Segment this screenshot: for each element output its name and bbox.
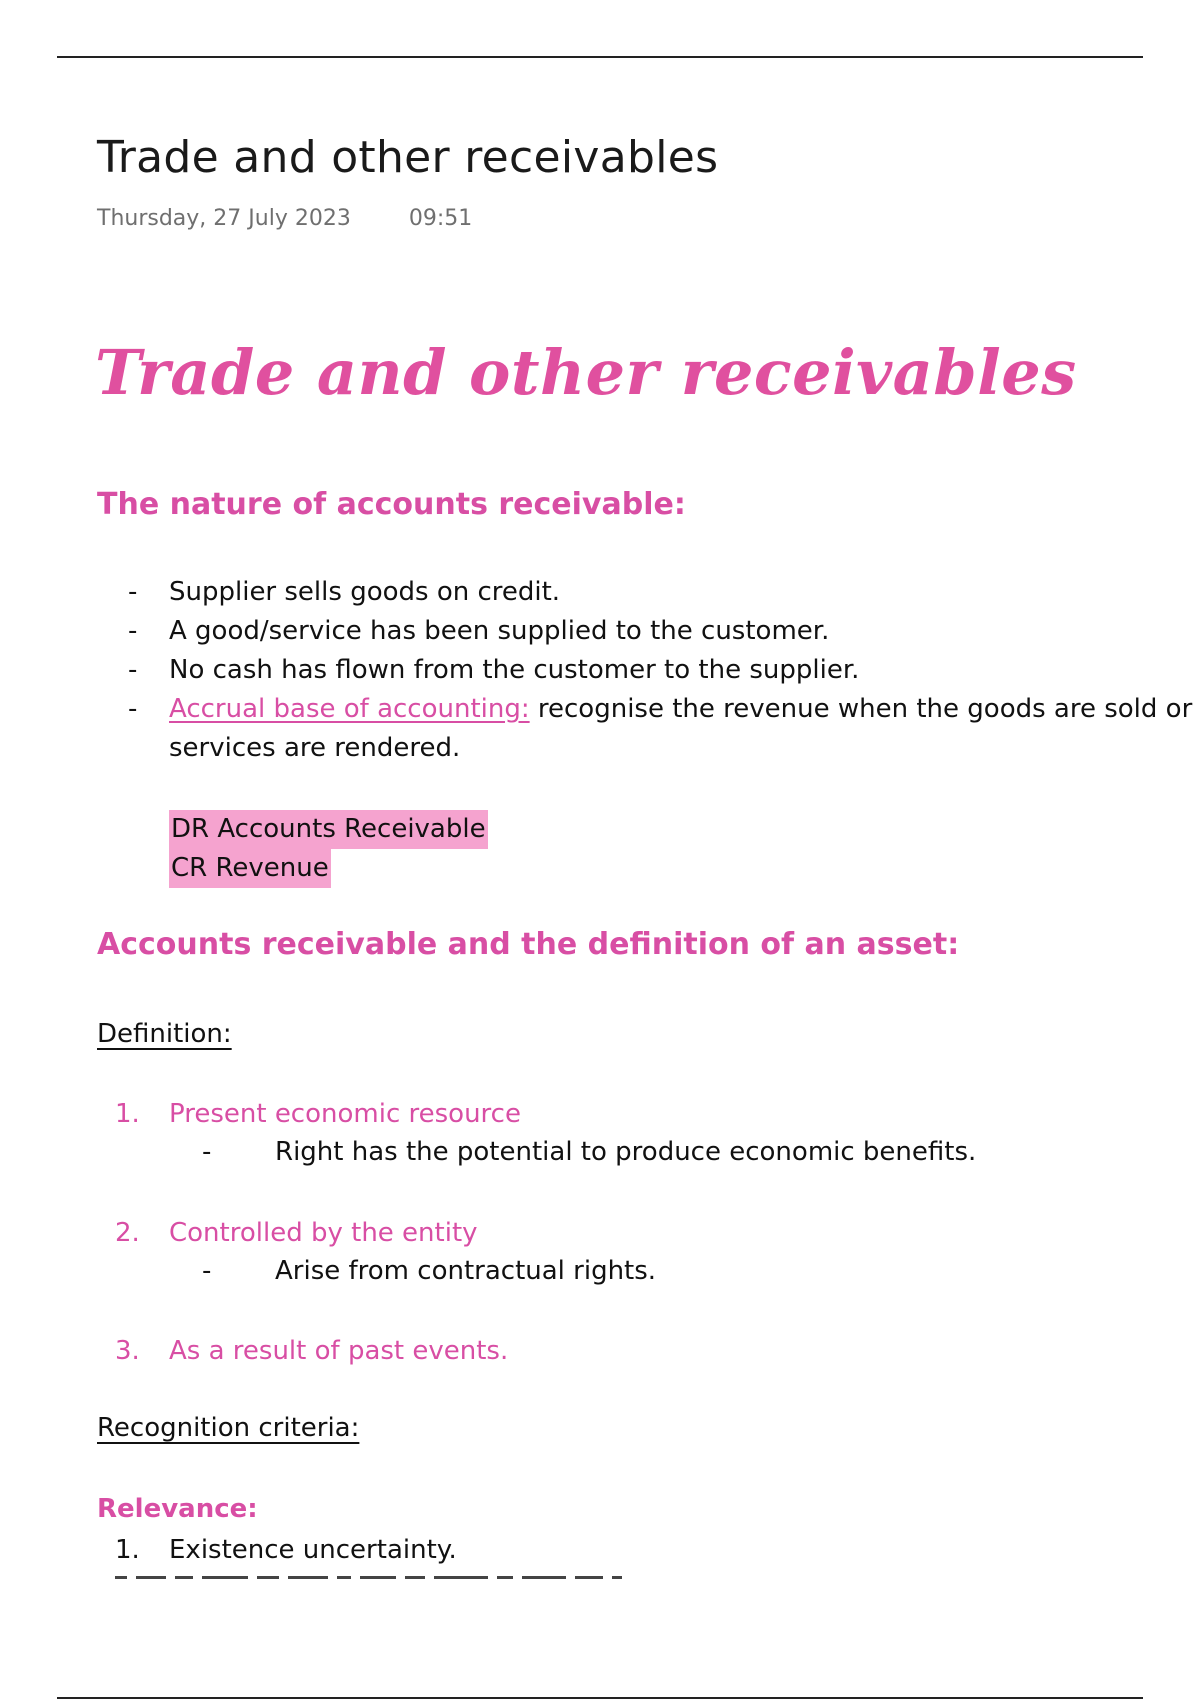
list-item: - A good/service has been supplied to the customer. <box>97 612 1200 651</box>
bullet-dash: - <box>128 694 138 724</box>
item-detail: Right has the potential to produce economic benefits. <box>275 1137 977 1167</box>
page-time: 09:51 <box>408 206 473 231</box>
item-number: 1. <box>115 1099 140 1129</box>
item-title: Controlled by the entity <box>169 1218 478 1248</box>
relevance-label: Relevance: <box>97 1494 258 1524</box>
item-number: 3. <box>115 1336 140 1366</box>
journal-entry <box>169 810 488 888</box>
accrual-link[interactable]: Accrual base of accounting: <box>169 694 530 724</box>
cut-off-text-line <box>115 1576 735 1584</box>
definition-item <box>97 1218 1097 1286</box>
item-detail: Arise from contractual rights. <box>275 1256 657 1286</box>
list-item: - Supplier sells goods on credit. <box>97 573 1200 612</box>
item-title: Present economic resource <box>169 1099 521 1129</box>
bullet-dash: - <box>128 655 138 685</box>
item-number: 2. <box>115 1218 140 1248</box>
main-heading: Trade and other receivables <box>95 336 1077 409</box>
nature-bullet-list <box>97 573 1200 768</box>
page-timestamp <box>97 206 472 231</box>
page-title: Trade and other receivables <box>97 132 719 183</box>
definition-item <box>97 1099 1097 1167</box>
definition-item <box>97 1336 1097 1366</box>
item-text: Existence uncertainty. <box>169 1535 457 1565</box>
list-item-accrual <box>97 690 1200 768</box>
section-heading-nature: The nature of accounts receivable: <box>97 487 686 522</box>
item-title: As a result of past events. <box>169 1336 509 1366</box>
journal-credit: CR Revenue <box>169 849 331 888</box>
bullet-dash: - <box>202 1137 212 1167</box>
list-item: - No cash has flown from the customer to the supplier. <box>97 651 1200 690</box>
page-date: Thursday, 27 July 2023 <box>97 206 351 231</box>
item-number: 1. <box>115 1535 140 1565</box>
bullet-dash: - <box>128 616 138 646</box>
bottom-divider <box>57 1697 1143 1699</box>
top-divider <box>57 56 1143 58</box>
journal-debit: DR Accounts Receivable <box>169 810 488 849</box>
bullet-dash: - <box>202 1256 212 1286</box>
recognition-label: Recognition criteria: <box>97 1413 360 1443</box>
accrual-text: recognise the revenue when the goods are sold or services are rendered. <box>169 694 1193 763</box>
bullet-dash: - <box>128 577 138 607</box>
relevance-item <box>97 1535 457 1565</box>
definition-label: Definition: <box>97 1019 232 1049</box>
section-heading-asset: Accounts receivable and the definition of an asset: <box>97 927 960 962</box>
